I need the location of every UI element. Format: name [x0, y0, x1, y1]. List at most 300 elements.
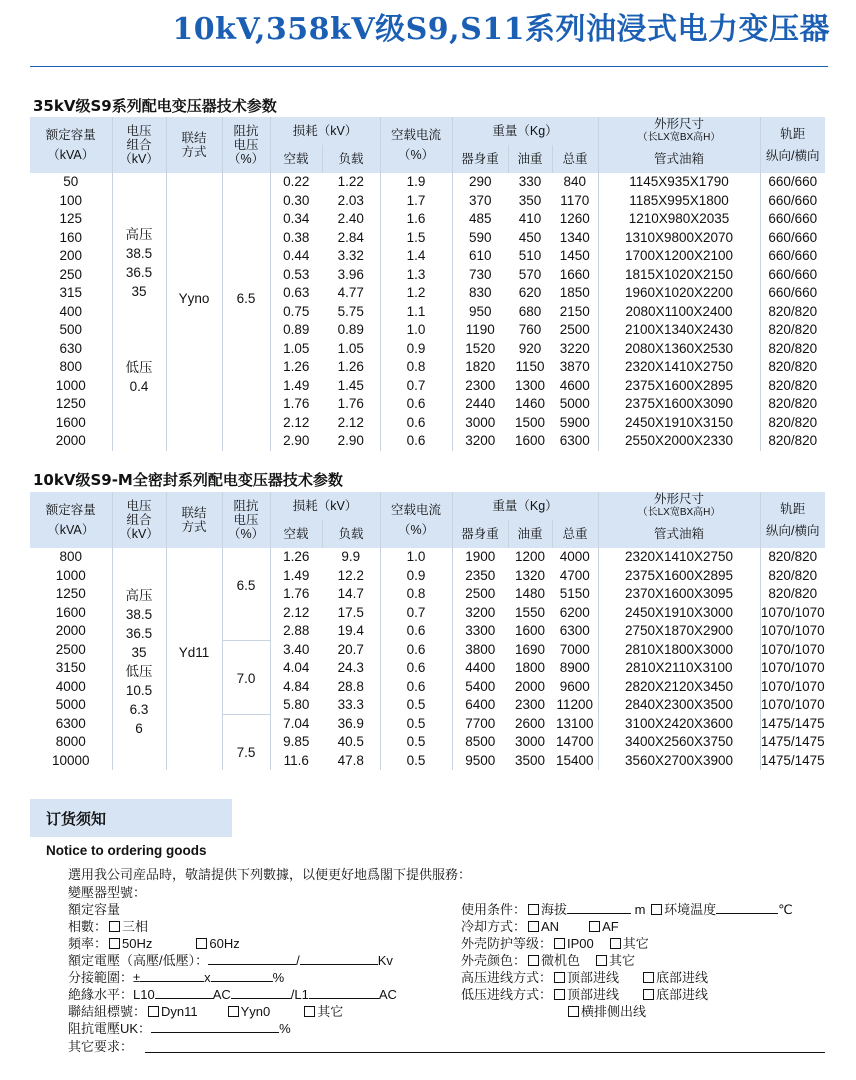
cell-voltage-combo: 高压 38.5 36.5 35 低压 0.4: [112, 173, 166, 451]
table-row: [30, 548, 825, 567]
header-current: 空载电流 （%）: [380, 117, 452, 173]
cell-loss-noload: 1.05: [270, 340, 322, 359]
cell-loss-noload: 4.04: [270, 659, 322, 678]
cell-weight-total: 9600: [559, 678, 590, 694]
cell-weight-body: 5400: [452, 678, 508, 697]
cell-weight-body: 8500: [452, 733, 508, 752]
table1-spec-table: [30, 117, 825, 451]
cell-gauge: 820/820: [760, 303, 825, 322]
cell-current: 0.8: [380, 358, 452, 377]
cell-weight-total: 4600: [559, 377, 590, 393]
order-lv-entry: 低压进线方式： 顶部进线 底部进线: [461, 987, 709, 1002]
cell-capacity: 1600: [55, 414, 86, 430]
header-loss: 损耗（kV）: [270, 117, 380, 145]
cell-weight-total: 8900: [559, 660, 590, 675]
cell-loss-noload: 0.53: [270, 266, 322, 285]
order-impedance: 阻抗電壓UK： %: [68, 1021, 291, 1036]
cell-current: 0.6: [380, 622, 452, 641]
cell-gauge: 820/820: [760, 358, 825, 377]
cell-weight-body: 1520: [452, 340, 508, 359]
order-cooling: 冷却方式： AN AF: [461, 919, 619, 934]
cell-gauge: 820/820: [760, 414, 825, 433]
cell-capacity: 2500: [55, 641, 86, 657]
cell-gauge: 820/820: [760, 432, 825, 451]
cell-loss-load: 2.84: [337, 229, 364, 245]
cell-gauge: 1070/1070: [760, 678, 825, 697]
cell-loss-noload: 2.88: [270, 622, 322, 641]
cell-capacity: 160: [59, 229, 83, 245]
cell-gauge: 820/820: [760, 567, 825, 586]
cell-current: 0.7: [380, 604, 452, 623]
cell-capacity: 800: [59, 359, 83, 374]
cell-capacity: 50: [63, 174, 79, 189]
table-row: [30, 173, 825, 192]
cell-weight-total: 4700: [559, 567, 590, 583]
cell-weight-oil: 1150: [515, 359, 545, 374]
header-weight-oil: 油重: [508, 520, 552, 548]
cell-loss-load: 28.8: [337, 678, 364, 694]
header-weight-body: 器身重: [452, 145, 508, 173]
cell-weight-body: 4400: [452, 659, 508, 678]
checkbox[interactable]: [528, 904, 539, 915]
cell-dimensions: 1960X1020X2200: [598, 284, 760, 303]
cell-current: 0.9: [380, 567, 452, 586]
cell-current: 1.9: [380, 173, 452, 192]
cell-weight-body: 830: [452, 284, 508, 303]
cell-dimensions: 2810X2110X3100: [598, 659, 760, 678]
cell-loss-load: 1.45: [337, 377, 364, 393]
cell-dimensions: 2320X1410X2750: [598, 548, 760, 567]
cell-loss-load: 1.26: [337, 359, 364, 374]
cell-weight-body: 2300: [452, 377, 508, 396]
cell-loss-load: 47.8: [337, 752, 364, 768]
cell-impedance: 6.5: [222, 173, 270, 451]
cell-weight-total: 5000: [559, 396, 590, 411]
cell-connection: Yd11: [166, 548, 222, 770]
cell-dimensions: 2450X1910X3000: [598, 604, 760, 623]
cell-weight-body: 9500: [452, 752, 508, 771]
cell-loss-load: 5.75: [337, 303, 364, 319]
header-dimensions: 外形尺寸 （长LX宽BX高H）: [598, 492, 760, 520]
table1-body: [30, 173, 825, 451]
cell-weight-body: 610: [452, 247, 508, 266]
table2-body: [30, 548, 825, 770]
cell-gauge: 1475/1475: [760, 752, 825, 771]
cell-loss-load: 24.3: [337, 660, 364, 675]
cell-weight-body: 590: [452, 229, 508, 248]
cell-current: 1.1: [380, 303, 452, 322]
cell-current: 0.8: [380, 585, 452, 604]
cell-current: 0.6: [380, 641, 452, 660]
cell-dimensions: 3400X2560X3750: [598, 733, 760, 752]
cell-weight-body: 3000: [452, 414, 508, 433]
cell-weight-total: 15400: [555, 752, 594, 768]
cell-weight-body: 485: [452, 210, 508, 229]
order-intro: 選用我公司産品時，敬請提供下列數據，以便更好地爲閣下提供服務：: [68, 867, 472, 882]
cell-loss-noload: 0.38: [270, 229, 322, 248]
table2-spec-table: [30, 492, 825, 770]
checkbox[interactable]: [643, 989, 654, 1000]
cell-loss-load: 40.5: [337, 734, 364, 749]
checkbox[interactable]: [109, 921, 120, 932]
checkbox[interactable]: [228, 1006, 239, 1017]
cell-loss-load: 19.4: [337, 623, 364, 638]
cell-capacity: 10000: [51, 752, 90, 768]
cell-capacity: 1250: [55, 396, 86, 411]
cell-weight-total: 2500: [559, 322, 590, 337]
cell-current: 0.6: [380, 678, 452, 697]
cell-loss-noload: 2.12: [270, 604, 322, 623]
cell-gauge: 820/820: [760, 585, 825, 604]
cell-current: 0.5: [380, 733, 452, 752]
header-loss: 损耗（kV）: [270, 492, 380, 520]
cell-weight-body: 3200: [452, 604, 508, 623]
checkbox[interactable]: [528, 921, 539, 932]
checkbox[interactable]: [148, 1006, 159, 1017]
cell-weight-oil: 1600: [514, 623, 546, 638]
cell-impedance: 7.5: [222, 715, 270, 771]
cell-current: 1.3: [380, 266, 452, 285]
header-weight-oil: 油重: [508, 145, 552, 173]
cell-dimensions: 2375X1600X2895: [598, 377, 760, 396]
cell-capacity: 125: [59, 211, 83, 226]
cell-weight-body: 3200: [452, 432, 508, 451]
cell-weight-total: 840: [563, 174, 587, 189]
cell-current: 1.0: [380, 548, 452, 567]
header-gauge: 轨距 纵向/横向: [760, 117, 825, 173]
cell-current: 1.0: [380, 321, 452, 340]
order-frequency: 頻率： 50Hz 60Hz: [68, 936, 240, 951]
cell-capacity: 6300: [55, 715, 86, 731]
cell-weight-oil: 3000: [514, 734, 546, 749]
order-connection: 聯結組標號： Dyn11 Yyn0 其它: [68, 1004, 344, 1019]
cell-gauge: 820/820: [760, 548, 825, 567]
header-voltage: 电压组合 （kV）: [112, 492, 166, 548]
cell-loss-noload: 1.49: [270, 567, 322, 586]
cell-loss-noload: 2.90: [270, 432, 322, 451]
cell-weight-total: 1260: [559, 211, 590, 226]
cell-weight-body: 1190: [452, 321, 508, 340]
cell-weight-oil: 760: [518, 322, 542, 337]
cell-loss-noload: 1.26: [270, 358, 322, 377]
cell-loss-load: 12.2: [337, 567, 364, 583]
cell-capacity: 1250: [55, 586, 86, 601]
cell-loss-noload: 0.63: [270, 284, 322, 303]
cell-current: 0.6: [380, 395, 452, 414]
cell-gauge: 660/660: [760, 247, 825, 266]
header-weight: 重量（Kg）: [452, 492, 598, 520]
cell-dimensions: 2375X1600X2895: [598, 567, 760, 586]
cell-loss-noload: 11.6: [270, 752, 322, 771]
cell-capacity: 250: [59, 266, 83, 282]
checkbox[interactable]: [643, 972, 654, 983]
cell-current: 0.6: [380, 432, 452, 451]
cell-current: 0.6: [380, 659, 452, 678]
cell-current: 0.6: [380, 414, 452, 433]
cell-loss-noload: 9.85: [270, 733, 322, 752]
cell-weight-body: 1900: [452, 548, 508, 567]
cell-dimensions: 1145X935X1790: [598, 173, 760, 192]
cell-weight-body: 3300: [452, 622, 508, 641]
cell-loss-load: 9.9: [341, 549, 361, 564]
cell-weight-total: 6300: [559, 433, 590, 448]
cell-capacity: 400: [59, 303, 83, 319]
cell-weight-total: 5150: [559, 586, 590, 601]
checkbox[interactable]: [554, 972, 565, 983]
blank-field[interactable]: [151, 1021, 279, 1033]
cell-loss-load: 33.3: [337, 697, 364, 712]
cell-dimensions: 1210X980X2035: [598, 210, 760, 229]
header-loss-noload: 空载: [270, 520, 322, 548]
cell-dimensions: 3560X2700X3900: [598, 752, 760, 771]
cell-weight-oil: 1480: [514, 586, 546, 601]
page-title: 10kV,358kV级S9,S11系列油浸式电力变压器: [172, 12, 830, 47]
cell-loss-load: 2.90: [337, 433, 364, 448]
cell-weight-total: 14700: [555, 734, 594, 749]
cell-weight-oil: 1800: [514, 660, 546, 675]
cell-gauge: 820/820: [760, 321, 825, 340]
cell-impedance: 7.0: [222, 641, 270, 715]
cell-dimensions: 2450X1910X3150: [598, 414, 760, 433]
cell-loss-noload: 4.84: [270, 678, 322, 697]
cell-gauge: 1070/1070: [760, 641, 825, 660]
cell-current: 0.9: [380, 340, 452, 359]
order-rated-voltage: 額定電壓（高壓/低壓）： / Kv: [68, 953, 393, 968]
header-dim-tank: 管式油箱: [598, 520, 760, 548]
cell-weight-total: 1340: [559, 229, 590, 245]
cell-gauge: 820/820: [760, 395, 825, 414]
header-connection: 联结方式: [166, 492, 222, 548]
cell-capacity: 5000: [55, 697, 86, 712]
cell-loss-load: 3.96: [337, 266, 364, 282]
cell-loss-noload: 1.49: [270, 377, 322, 396]
cell-dimensions: 2550X2000X2330: [598, 432, 760, 451]
cell-capacity: 315: [59, 285, 83, 300]
cell-weight-total: 1450: [559, 248, 590, 263]
cell-gauge: 660/660: [760, 173, 825, 192]
cell-weight-total: 1660: [559, 266, 590, 282]
cell-dimensions: 2820X2120X3450: [598, 678, 760, 697]
cell-weight-oil: 3500: [514, 752, 546, 768]
checkbox[interactable]: [568, 1006, 579, 1017]
cell-weight-body: 1820: [452, 358, 508, 377]
cell-weight-total: 3870: [559, 359, 590, 374]
cell-dimensions: 1815X1020X2150: [598, 266, 760, 285]
header-weight-total: 总重: [552, 520, 598, 548]
cell-dimensions: 2840X2300X3500: [598, 696, 760, 715]
other-requirements-line[interactable]: [145, 1052, 825, 1053]
cell-gauge: 820/820: [760, 377, 825, 396]
cell-connection: Yyno: [166, 173, 222, 451]
blank-field[interactable]: [309, 987, 379, 999]
cell-weight-oil: 510: [518, 248, 542, 263]
header-dim-tank: 管式油箱: [598, 145, 760, 173]
cell-loss-load: 0.89: [337, 322, 364, 337]
checkbox[interactable]: [610, 938, 621, 949]
blank-field[interactable]: [300, 953, 378, 965]
cell-gauge: 820/820: [760, 340, 825, 359]
cell-capacity: 8000: [55, 734, 86, 749]
cell-voltage-combo: 高压 38.5 36.5 35 低压 10.5 6.3 6: [112, 548, 166, 770]
cell-capacity: 2000: [55, 433, 86, 448]
cell-weight-total: 7000: [559, 641, 590, 657]
header-connection: 联结方式: [166, 117, 222, 173]
header-gauge: 轨距 纵向/横向: [760, 492, 825, 548]
cell-weight-body: 2440: [452, 395, 508, 414]
cell-gauge: 1475/1475: [760, 733, 825, 752]
blank-field[interactable]: [140, 970, 204, 982]
header-current: 空载电流 （%）: [380, 492, 452, 548]
header-dimensions: 外形尺寸 （长LX宽BX高H）: [598, 117, 760, 145]
cell-dimensions: 2810X1800X3000: [598, 641, 760, 660]
cell-gauge: 1475/1475: [760, 715, 825, 734]
cell-loss-noload: 0.34: [270, 210, 322, 229]
cell-weight-oil: 1550: [514, 604, 546, 620]
cell-weight-body: 370: [452, 192, 508, 211]
cell-capacity: 3150: [55, 660, 86, 675]
cell-dimensions: 2750X1870X2900: [598, 622, 760, 641]
cell-dimensions: 1700X1200X2100: [598, 247, 760, 266]
cell-loss-noload: 5.80: [270, 696, 322, 715]
cell-gauge: 1070/1070: [760, 659, 825, 678]
cell-capacity: 100: [59, 192, 83, 208]
cell-loss-load: 17.5: [337, 604, 364, 620]
cell-weight-oil: 2600: [514, 715, 546, 731]
cell-gauge: 660/660: [760, 229, 825, 248]
cell-loss-noload: 0.44: [270, 247, 322, 266]
cell-weight-body: 950: [452, 303, 508, 322]
order-use-conditions: 使用条件： 海拔 m 环境温度 ℃: [461, 902, 793, 917]
title-divider: [30, 66, 828, 67]
cell-dimensions: 2100X1340X2430: [598, 321, 760, 340]
order-insulation: 絶緣水平：L10 AC /L1 AC: [68, 987, 397, 1002]
cell-loss-noload: 0.30: [270, 192, 322, 211]
header-loss-load: 负载: [322, 145, 380, 173]
cell-current: 0.5: [380, 715, 452, 734]
blank-field[interactable]: [231, 987, 291, 999]
cell-weight-body: 2500: [452, 585, 508, 604]
order-phase: 相數： 三相: [68, 919, 149, 934]
cell-loss-load: 20.7: [337, 641, 364, 657]
cell-loss-noload: 1.76: [270, 585, 322, 604]
checkbox[interactable]: [554, 938, 565, 949]
order-tap-range: 分接範圍：± x %: [68, 970, 285, 985]
checkbox[interactable]: [589, 921, 600, 932]
cell-loss-noload: 0.22: [270, 173, 322, 192]
cell-loss-load: 3.32: [337, 248, 364, 263]
cell-capacity: 500: [59, 322, 83, 337]
cell-weight-total: 1170: [560, 192, 590, 208]
cell-loss-load: 2.40: [337, 211, 364, 226]
cell-current: 1.2: [380, 284, 452, 303]
checkbox[interactable]: [109, 938, 120, 949]
header-capacity: 额定容量 （kVA）: [30, 117, 112, 173]
checkbox[interactable]: [304, 1006, 315, 1017]
cell-capacity: 2000: [55, 623, 86, 638]
header-impedance: 阻抗电压 （%）: [222, 492, 270, 548]
cell-gauge: 660/660: [760, 266, 825, 285]
header-weight: 重量（Kg）: [452, 117, 598, 145]
cell-loss-load: 14.7: [337, 586, 364, 601]
blank-field[interactable]: [567, 902, 631, 914]
cell-weight-oil: 2000: [514, 678, 546, 694]
cell-capacity: 630: [59, 340, 83, 356]
cell-loss-load: 2.12: [337, 414, 364, 430]
cell-weight-oil: 620: [518, 285, 542, 300]
header-voltage: 电压组合 （kV）: [112, 117, 166, 173]
cell-capacity: 1000: [55, 377, 86, 393]
order-title-en: Notice to ordering goods: [46, 843, 207, 858]
checkbox[interactable]: [528, 955, 539, 966]
checkbox[interactable]: [554, 989, 565, 1000]
order-protection: 外壳防护等级： IP00 其它: [461, 936, 649, 951]
blank-field[interactable]: [716, 902, 778, 914]
cell-loss-load: 36.9: [337, 715, 364, 731]
cell-weight-total: 6300: [559, 623, 590, 638]
cell-loss-noload: 1.26: [270, 548, 322, 567]
order-title: 订货须知: [46, 810, 107, 828]
cell-capacity: 200: [59, 248, 83, 263]
cell-gauge: 660/660: [760, 284, 825, 303]
header-impedance: 阻抗电压 （%）: [222, 117, 270, 173]
cell-gauge: 1070/1070: [760, 622, 825, 641]
cell-weight-total: 11200: [556, 697, 594, 712]
cell-capacity: 800: [59, 549, 83, 564]
blank-field[interactable]: [155, 987, 213, 999]
cell-current: 0.5: [380, 696, 452, 715]
cell-dimensions: 1185X995X1800: [598, 192, 760, 211]
cell-weight-oil: 2300: [514, 697, 546, 712]
cell-dimensions: 2080X1100X2400: [598, 303, 760, 322]
table2-title: 10kV级S9-M全密封系列配电变压器技术参数: [33, 471, 343, 489]
order-hv-entry: 高压进线方式： 顶部进线 底部进线: [461, 970, 709, 985]
cell-weight-oil: 1690: [514, 641, 546, 657]
cell-loss-load: 1.05: [337, 340, 364, 356]
cell-loss-load: 2.03: [337, 192, 364, 208]
cell-current: 1.5: [380, 229, 452, 248]
cell-dimensions: 2370X1600X3095: [598, 585, 760, 604]
cell-loss-noload: 1.76: [270, 395, 322, 414]
cell-dimensions: 2080X1360X2530: [598, 340, 760, 359]
order-rated-capacity: 額定容量: [68, 902, 121, 917]
cell-current: 1.7: [380, 192, 452, 211]
order-other-requirements: 其它要求：: [68, 1039, 134, 1054]
blank-field[interactable]: [211, 970, 273, 982]
cell-weight-total: 1850: [559, 285, 590, 300]
order-side-outlet: 横排侧出线: [566, 1001, 646, 1020]
cell-weight-oil: 1200: [514, 549, 546, 564]
cell-current: 1.6: [380, 210, 452, 229]
checkbox[interactable]: [196, 938, 207, 949]
cell-gauge: 660/660: [760, 192, 825, 211]
cell-weight-body: 3800: [452, 641, 508, 660]
blank-field[interactable]: [208, 953, 296, 965]
cell-loss-noload: 0.75: [270, 303, 322, 322]
header-capacity: 额定容量 （kVA）: [30, 492, 112, 548]
cell-weight-oil: 570: [518, 266, 542, 282]
header-weight-total: 总重: [552, 145, 598, 173]
cell-weight-oil: 330: [518, 174, 542, 189]
order-model: 變壓器型號：: [68, 885, 147, 900]
cell-weight-oil: 1320: [514, 567, 546, 583]
cell-capacity: 1000: [55, 567, 86, 583]
cell-gauge: 1070/1070: [760, 696, 825, 715]
checkbox[interactable]: [596, 955, 607, 966]
cell-loss-noload: 7.04: [270, 715, 322, 734]
header-weight-body: 器身重: [452, 520, 508, 548]
checkbox[interactable]: [651, 904, 662, 915]
cell-weight-oil: 410: [518, 211, 542, 226]
